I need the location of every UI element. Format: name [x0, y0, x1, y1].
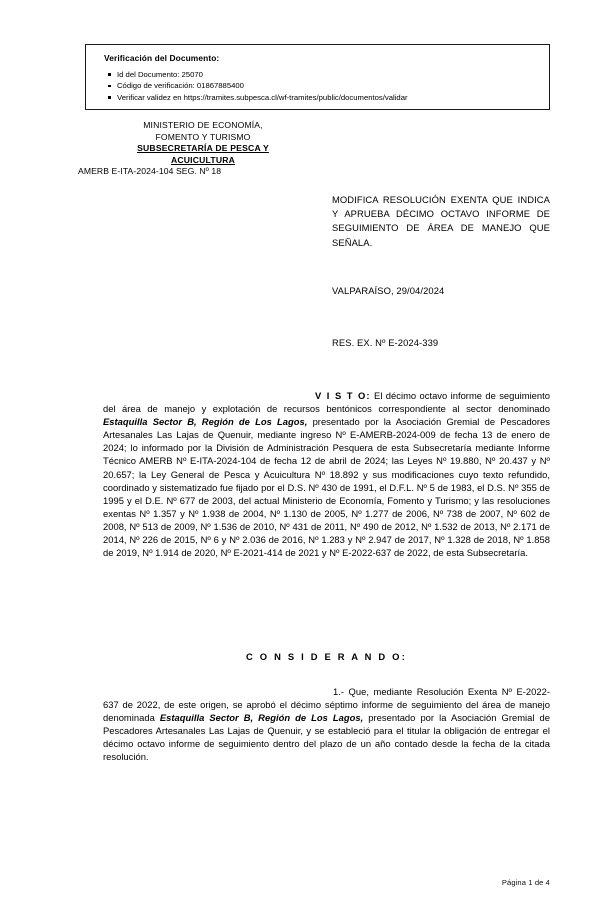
- resolution-subject: MODIFICA RESOLUCIÓN EXENTA QUE INDICA Y APRUEBA DÉCIMO OCTAVO INFORME DE SEGUIMIENTO DE ÁREA DE MANEJO QUE SEÑALA.: [332, 194, 550, 248]
- verification-item-code: Código de verificación: 01867885400: [106, 80, 408, 91]
- visto-area-name: Estaquilla Sector B, Región de Los Lagos,: [103, 416, 308, 428]
- page-number: Página 1 de 4: [501, 878, 550, 887]
- visto-text-2: presentado por la Asociación Gremial de Pescadores Artesanales Las Lajas de Quenuir, mediante ingreso Nº E-AMERB-2024-009 de fecha 13 de enero de 2024; lo informado por la División de Administración Pesquera de esta Subsecretaría mediante Informe Técnico AMERB Nº E-ITA-2024-104 de fecha 12 de abril de 2024; las Leyes Nº 19.880, Nº 20.437 y Nº 20.657; la Ley General de Pesca y Acuicultura Nº 18.892 y sus modificaciones cuyo texto refundido, coordinado y sistematizado fue fijado por el D.S. Nº 430 de 1991, el D.F.L. Nº 5 de 1983, el D.S. Nº 355 de 1995 y el D.E. Nº 677 de 2003, del actual Ministerio de Economía, Fomento y Turismo; y las resoluciones exentas Nº 1.357 y Nº 1.938 de 2004, Nº 1.130 de 2005, Nº 1.277 de 2006, Nº 738 de 2007, Nº 602 de 2008, Nº 513 de 2009, Nº 1.536 de 2010, Nº 431 de 2011, Nº 490 de 2012, Nº 1.532 de 2013, Nº 2.171 de 2014, Nº 226 de 2015, Nº 6 y Nº 2.036 de 2016, Nº 1.283 y Nº 2.947 de 2017, Nº 1.328 de 2018, Nº 1.858 de 2019, Nº 1.914 de 2020, Nº E-2021-414 de 2021 y Nº E-2022-637 de 2022, de esta Subsecretaría.: [103, 416, 550, 559]
- letterhead-line-acuicultura: ACUICULTURA: [170, 154, 236, 165]
- visto-paragraph: [103, 389, 550, 559]
- considerando-heading: C O N S I D E R A N D O:: [246, 651, 407, 662]
- resolution-place-date: VALPARAÍSO, 29/04/2024: [332, 285, 445, 296]
- considerando-text-2: presentado por la Asociación Gremial de Pescadores Artesanales Las Lajas de Quenuir, y se estableció para el titular la obligación de entregar el décimo octavo informe de seguimiento dentro del plazo de un año contado desde la fecha de la citada resolución.: [103, 712, 551, 763]
- considerando-section: [103, 685, 550, 764]
- visto-text-1: El décimo octavo informe de seguimiento del área de manejo y explotación de recursos bentónicos correspondiente al sector denominado: [103, 390, 550, 415]
- verification-item-url: Verificar validez en https://tramites.subpesca.cl/wf-tramites/public/documentos/validar: [106, 92, 408, 103]
- verification-box: [85, 44, 550, 110]
- considerando-text-1: 1.- Que, mediante Resolución Exenta Nº E-2022-637 de 2022, de este origen, se aprobó el décimo séptimo informe de seguimiento del área de manejo denominada: [103, 686, 550, 724]
- considerando-item-1: [103, 685, 550, 764]
- verification-item-id: Id del Documento: 25070: [106, 69, 408, 80]
- letterhead-line-subsecretaria: SUBSECRETARÍA DE PESCA Y: [137, 143, 269, 154]
- letterhead-line-file-code: AMERB E-ITA-2024-104 SEG. Nº 18: [78, 166, 222, 177]
- considerando-area-name: Estaquilla Sector B, Región de Los Lagos,: [159, 712, 364, 724]
- resolution-number: RES. EX. Nº E-2024-339: [332, 337, 439, 348]
- letterhead-line-department: FOMENTO Y TURISMO: [155, 131, 251, 142]
- verification-title: Verificación del Documento:: [104, 53, 220, 63]
- verification-list: [106, 69, 408, 103]
- visto-section: [103, 389, 550, 559]
- letterhead: [78, 120, 328, 178]
- letterhead-line-ministry: MINISTERIO DE ECONOMÍA,: [143, 120, 263, 130]
- visto-keyword: V I S T O:: [315, 390, 371, 401]
